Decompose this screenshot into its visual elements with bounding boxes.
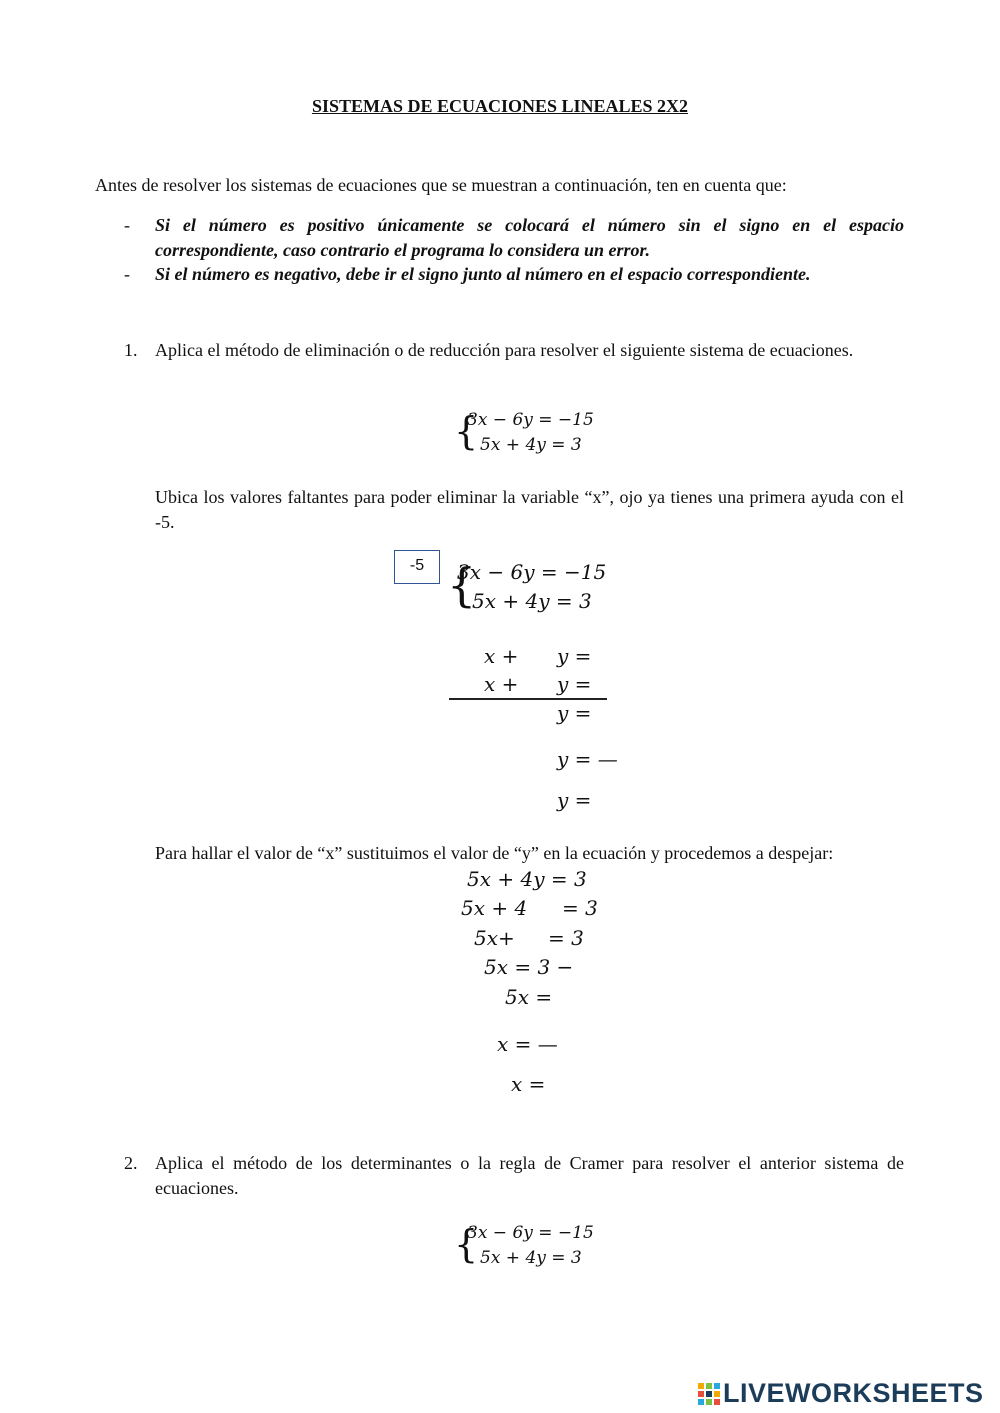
question-1-text: Aplica el método de eliminación o de reducción para resolver el siguiente sistema de ecuaciones. [155,340,854,360]
subst-step-7: x = [511,1072,546,1096]
elim-row1-x: x + [484,644,519,668]
elim-row3: y = [557,701,592,725]
system-2-eq2: 5x + 4y = 3 [472,589,592,613]
subst-step-5: 5x = [505,985,553,1009]
system-1-eq1: 3x − 6y = −15 [467,410,594,430]
elim-sum-line [449,698,607,700]
liveworksheets-logo-icon [698,1383,720,1405]
system-3-eq2: 5x + 4y = 3 [480,1248,582,1268]
system-3-brace: { [454,1222,479,1266]
bullet-dash-1: - [124,215,130,235]
subst-step-3b: = 3 [548,926,584,950]
multiplier-box: -5 [394,550,440,584]
subst-step-2a: 5x + 4 [461,896,528,920]
elim-row2-x: x + [484,672,519,696]
page-title: SISTEMAS DE ECUACIONES LINEALES 2X2 [311,96,689,116]
system-1-brace: { [454,409,479,453]
question-1-number: 1. [124,340,138,360]
system-3-eq1: 3x − 6y = −15 [467,1223,594,1243]
subst-step-4: 5x = 3 − [484,955,574,979]
question-2-text: Aplica el método de los determinantes o la regla de Cramer para resolver el anterior sistema de ecuaciones. [155,1153,904,1198]
bullet-text-2: Si el número es negativo, debe ir el signo junto al número en el espacio correspondiente. [155,264,811,284]
substitution-text: Para hallar el valor de “x” sustituimos el valor de “y” en la ecuación y procedemos a despejar: [155,843,834,863]
system-1-eq2: 5x + 4y = 3 [480,435,582,455]
intro-text: Antes de resolver los sistemas de ecuaciones que se muestran a continuación, ten en cuenta que: [95,175,787,195]
elim-row5: y = [557,788,592,812]
bullet-text-1: Si el número es positivo únicamente se colocará el número sin el signo en el espacio correspondiente, caso contrario el programa lo considera un error. [155,215,904,260]
question-2-number: 2. [124,1153,138,1173]
bullet-dash-2: - [124,264,130,284]
system-2-eq1: 3x − 6y = −15 [457,560,607,584]
liveworksheets-logo [698,1378,984,1409]
subst-step-1: 5x + 4y = 3 [467,867,587,891]
elim-row2-y: y = [557,672,592,696]
elim-row4: y = — [557,747,618,771]
system-2-brace: { [447,558,477,612]
liveworksheets-logo-text: LIVEWORKSHEETS [723,1378,984,1408]
subst-step-3a: 5x+ [474,926,515,950]
elim-row1-y: y = [557,644,592,668]
hint-text: Ubica los valores faltantes para poder eliminar la variable “x”, ojo ya tienes una primera ayuda con el -5. [155,487,904,532]
subst-step-2b: = 3 [562,896,598,920]
subst-step-6: x = — [497,1032,558,1056]
